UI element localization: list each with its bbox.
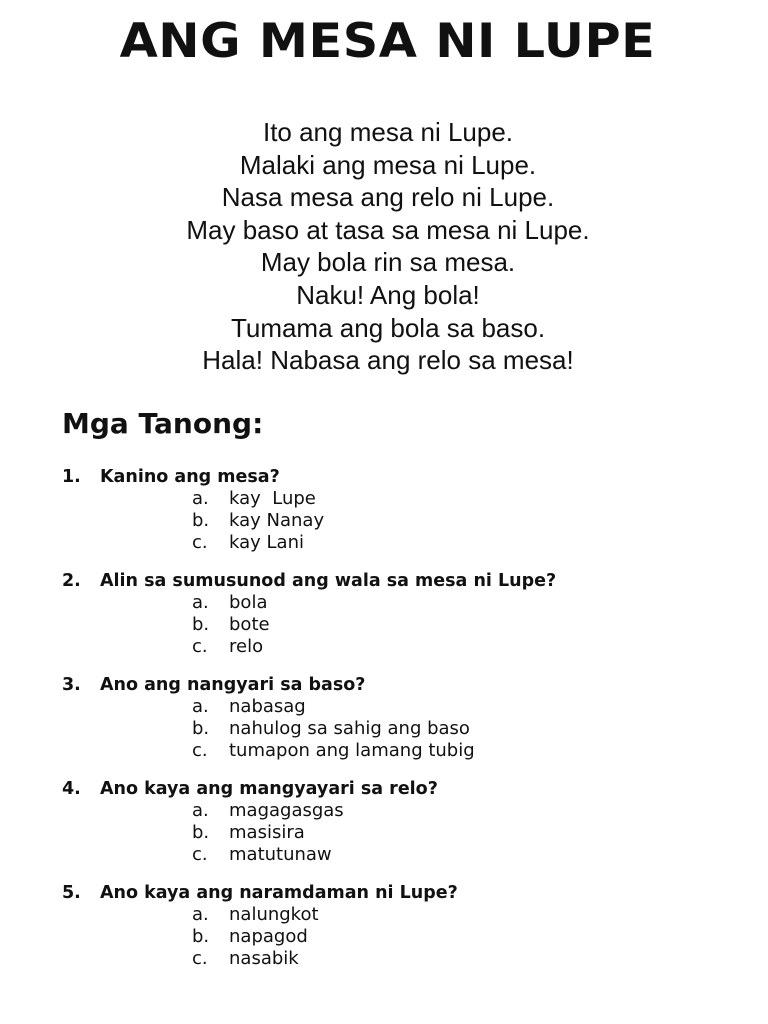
questions-list xyxy=(62,466,762,986)
question-text xyxy=(62,570,762,592)
question-text xyxy=(62,882,762,904)
question-item xyxy=(62,882,762,970)
answer-choice xyxy=(192,636,762,658)
choice-letter: c. xyxy=(192,844,208,865)
choice-list xyxy=(62,488,762,554)
worksheet-title: ANG MESA NI LUPE xyxy=(119,14,656,69)
answer-choice xyxy=(192,718,762,740)
answer-choice xyxy=(192,488,762,510)
choice-list xyxy=(62,800,762,866)
choice-text: nahulog sa sahig ang baso xyxy=(229,718,470,739)
question-number: 5. xyxy=(62,883,81,903)
answer-choice xyxy=(192,904,762,926)
question-label: Ano ang nangyari sa baso? xyxy=(100,675,366,695)
choice-text: masisira xyxy=(229,822,305,843)
answer-choice xyxy=(192,614,762,636)
answer-choice xyxy=(192,696,762,718)
choice-letter: c. xyxy=(192,636,208,657)
choice-text: nasabik xyxy=(229,948,299,969)
choice-text: relo xyxy=(229,636,264,657)
question-text xyxy=(62,674,762,696)
answer-choice xyxy=(192,948,762,970)
choice-letter: c. xyxy=(192,948,208,969)
choice-letter: a. xyxy=(192,800,209,821)
question-number: 2. xyxy=(62,571,81,591)
story-line: Tumama ang bola sa baso. xyxy=(230,312,546,343)
answer-choice xyxy=(192,592,762,614)
answer-choice xyxy=(192,926,762,948)
choice-letter: a. xyxy=(192,488,209,509)
question-item xyxy=(62,466,762,554)
question-text xyxy=(62,466,762,488)
story-passage xyxy=(0,116,768,377)
questions-heading: Mga Tanong: xyxy=(62,407,264,440)
choice-list xyxy=(62,904,762,970)
story-line: Malaki ang mesa ni Lupe. xyxy=(239,149,537,180)
question-item xyxy=(62,778,762,866)
choice-letter: a. xyxy=(192,696,209,717)
question-item xyxy=(62,570,762,658)
question-text xyxy=(62,778,762,800)
choice-letter: b. xyxy=(192,614,210,635)
choice-text: kay Lupe xyxy=(229,488,316,509)
choice-text: napagod xyxy=(229,926,308,947)
question-label: Kanino ang mesa? xyxy=(100,467,280,487)
choice-text: bola xyxy=(229,592,268,613)
choice-letter: b. xyxy=(192,926,210,947)
answer-choice xyxy=(192,740,762,762)
choice-text: kay Nanay xyxy=(229,510,325,531)
choice-text: matutunaw xyxy=(229,844,332,865)
question-number: 3. xyxy=(62,675,81,695)
choice-list xyxy=(62,696,762,762)
choice-letter: b. xyxy=(192,718,210,739)
choice-text: nalungkot xyxy=(229,904,319,925)
choice-text: kay Lani xyxy=(229,532,304,553)
answer-choice xyxy=(192,532,762,554)
choice-text: magagasgas xyxy=(229,800,344,821)
choice-text: bote xyxy=(229,614,270,635)
choice-letter: b. xyxy=(192,822,210,843)
choice-letter: c. xyxy=(192,740,208,761)
story-line: Hala! Nabasa ang relo sa mesa! xyxy=(202,345,574,376)
story-line: May baso at tasa sa mesa ni Lupe. xyxy=(186,214,590,245)
choice-letter: a. xyxy=(192,904,209,925)
story-line: May bola rin sa mesa. xyxy=(260,247,516,278)
answer-choice xyxy=(192,800,762,822)
question-number: 4. xyxy=(62,779,81,799)
answer-choice xyxy=(192,510,762,532)
question-label: Alin sa sumusunod ang wala sa mesa ni Lupe? xyxy=(100,571,557,591)
answer-choice xyxy=(192,844,762,866)
question-item xyxy=(62,674,762,762)
choice-text: tumapon ang lamang tubig xyxy=(229,740,475,761)
choice-list xyxy=(62,592,762,658)
choice-text: nabasag xyxy=(229,696,306,717)
story-line: Nasa mesa ang relo ni Lupe. xyxy=(221,182,555,213)
answer-choice xyxy=(192,822,762,844)
question-number: 1. xyxy=(62,467,81,487)
choice-letter: c. xyxy=(192,532,208,553)
story-line: Ito ang mesa ni Lupe. xyxy=(262,117,514,147)
question-label: Ano kaya ang mangyayari sa relo? xyxy=(100,779,438,799)
choice-letter: b. xyxy=(192,510,210,531)
choice-letter: a. xyxy=(192,592,209,613)
story-line: Naku! Ang bola! xyxy=(296,279,480,310)
question-label: Ano kaya ang naramdaman ni Lupe? xyxy=(100,883,458,903)
